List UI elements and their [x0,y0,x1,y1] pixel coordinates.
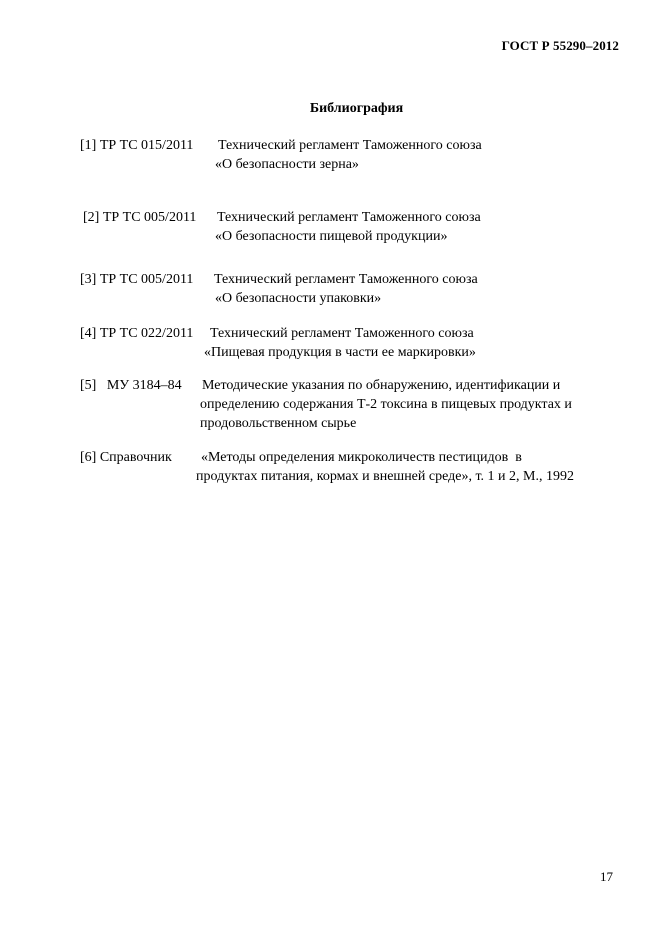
entry-text: «О безопасности пищевой продукции» [215,229,448,244]
page-number: 17 [600,869,613,884]
entry-ref: [3] ТР ТС 005/2011 [80,272,194,287]
entry-text: Технический регламент Таможенного союза [214,272,478,287]
entry-text: Технический регламент Таможенного союза [217,210,481,225]
entry-text: продуктах питания, кормах и внешней среде», т. 1 и 2, М., 1992 [196,469,574,484]
page-title: Библиография [309,101,404,116]
entry-text: продовольственном сырье [200,416,357,431]
entry-text: Технический регламент Таможенного союза [218,138,482,153]
entry-text: определению содержания Т-2 токсина в пищевых продуктах и [200,397,572,412]
entry-ref: [2] ТР ТС 005/2011 [83,210,197,225]
entry-text: «О безопасности упаковки» [215,291,382,306]
entry-ref: [6] Справочник [80,450,172,465]
entry-text: Методические указания по обнаружению, идентификации и [202,378,561,393]
document-code: ГОСТ Р 55290–2012 [501,38,619,53]
entry-text: «О безопасности зерна» [215,157,359,172]
entry-ref: [5] МУ 3184–84 [80,378,182,393]
entry-text: «Пищевая продукция в части ее маркировки» [204,345,476,360]
entry-text: «Методы определения микроколичеств пестицидов в [201,450,522,465]
entry-ref: [4] ТР ТС 022/2011 [80,326,194,341]
entry-text: Технический регламент Таможенного союза [210,326,474,341]
entry-ref: [1] ТР ТС 015/2011 [80,138,194,153]
